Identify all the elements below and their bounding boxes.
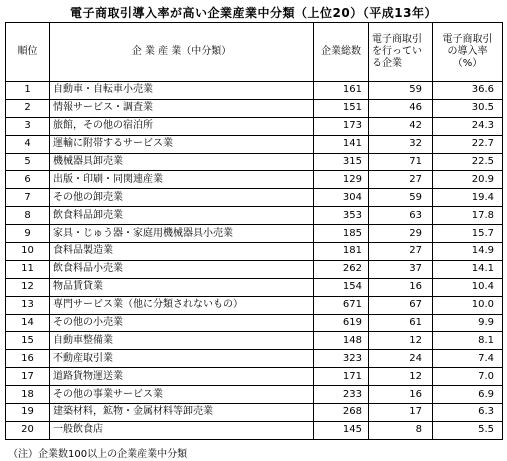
table-title: 電子商取引導入率が高い企業産業中分類（上位20）（平成13年） [70,6,437,20]
total-cell: 323 [314,350,369,368]
rank-cell: 7 [6,189,50,207]
rank-cell: 3 [6,117,50,135]
rate-cell: 20.9 [433,171,503,189]
rate-cell: 14.1 [433,260,503,278]
table-row [6,135,503,153]
industry-cell: 飲食料品小売業 [50,260,314,278]
rate-cell: 10.0 [433,296,503,314]
industry-cell: 出版・印刷・同関連産業 [50,171,314,189]
industry-cell: 食料品製造業 [50,243,314,261]
header-ec-line3: る企業 [372,58,402,69]
rate-cell: 6.3 [433,404,503,422]
ec-companies-cell: 61 [369,314,433,332]
table-row [6,278,503,296]
ec-companies-cell: 42 [369,117,433,135]
table-row [6,153,503,171]
ec-companies-cell: 29 [369,225,433,243]
header-ec-rate [433,23,503,82]
rate-cell: 8.1 [433,332,503,350]
industry-cell: 情報サービス・調査業 [50,99,314,117]
rate-cell: 7.0 [433,368,503,386]
rate-cell: 9.9 [433,314,503,332]
industry-cell: 飲食料品卸売業 [50,207,314,225]
table-row [6,368,503,386]
header-total: 企業総数 [314,23,369,82]
header-rate-line3: （%） [452,58,483,69]
table-row [6,314,503,332]
industry-cell: 家具・じゅう器・家庭用機械器具小売業 [50,225,314,243]
table-row [6,243,503,261]
rate-cell: 5.5 [433,421,503,439]
ec-companies-cell: 59 [369,82,433,100]
industry-cell: 建築材料，鉱物・金属材料等卸売業 [50,404,314,422]
ec-companies-cell: 12 [369,368,433,386]
rate-cell: 10.4 [433,278,503,296]
rank-cell: 2 [6,99,50,117]
table-row [6,260,503,278]
ec-companies-cell: 16 [369,278,433,296]
industry-cell: 一般飲食店 [50,421,314,439]
industry-cell: 道路貨物運送業 [50,368,314,386]
total-cell: 148 [314,332,369,350]
rank-cell: 14 [6,314,50,332]
ec-companies-cell: 24 [369,350,433,368]
total-cell: 315 [314,153,369,171]
total-cell: 181 [314,243,369,261]
industry-cell: 旅館，その他の宿泊所 [50,117,314,135]
rate-cell: 22.7 [433,135,503,153]
table-row [6,117,503,135]
total-cell: 233 [314,386,369,404]
total-cell: 154 [314,278,369,296]
rank-cell: 15 [6,332,50,350]
total-cell: 671 [314,296,369,314]
total-cell: 268 [314,404,369,422]
total-cell: 173 [314,117,369,135]
ec-companies-cell: 32 [369,135,433,153]
industry-cell: 物品賃貸業 [50,278,314,296]
total-cell: 145 [314,421,369,439]
header-row [6,23,503,82]
total-cell: 151 [314,99,369,117]
table-row [6,225,503,243]
rank-cell: 4 [6,135,50,153]
rank-cell: 1 [6,82,50,100]
table-row [6,332,503,350]
industry-cell: 不動産取引業 [50,350,314,368]
header-ec-line2: を行ってい [372,46,422,57]
industry-cell: その他の小売業 [50,314,314,332]
rate-cell: 15.7 [433,225,503,243]
ranking-table [5,22,503,440]
rate-cell: 36.6 [433,82,503,100]
table-row [6,421,503,439]
total-cell: 129 [314,171,369,189]
header-rate-line2: の導入率 [447,46,488,57]
table-row [6,296,503,314]
ec-companies-cell: 63 [369,207,433,225]
rate-cell: 7.4 [433,350,503,368]
rate-cell: 19.4 [433,189,503,207]
rate-cell: 24.3 [433,117,503,135]
ec-companies-cell: 37 [369,260,433,278]
ec-companies-cell: 27 [369,243,433,261]
rank-cell: 6 [6,171,50,189]
table-row [6,207,503,225]
total-cell: 171 [314,368,369,386]
industry-cell: 自動車・自転車小売業 [50,82,314,100]
ec-companies-cell: 67 [369,296,433,314]
header-rank: 順位 [6,23,50,82]
table-row [6,82,503,100]
rank-cell: 17 [6,368,50,386]
rank-cell: 19 [6,404,50,422]
total-cell: 141 [314,135,369,153]
industry-cell: 機械器具卸売業 [50,153,314,171]
rank-cell: 10 [6,243,50,261]
total-cell: 353 [314,207,369,225]
rate-cell: 30.5 [433,99,503,117]
rate-cell: 22.5 [433,153,503,171]
total-cell: 304 [314,189,369,207]
ec-companies-cell: 27 [369,171,433,189]
rank-cell: 20 [6,421,50,439]
industry-cell: その他の事業サービス業 [50,386,314,404]
rank-cell: 12 [6,278,50,296]
ec-companies-cell: 8 [369,421,433,439]
industry-cell: 自動車整備業 [50,332,314,350]
header-ec-line1: 電子商取引 [372,34,422,45]
ec-companies-cell: 16 [369,386,433,404]
header-industry: 企 業 産 業（中分類） [50,23,314,82]
ec-companies-cell: 17 [369,404,433,422]
rank-cell: 16 [6,350,50,368]
footnote: （注）企業数100以上の企業産業中分類 [8,449,188,460]
rank-cell: 18 [6,386,50,404]
rate-cell: 17.8 [433,207,503,225]
rank-cell: 8 [6,207,50,225]
rank-cell: 9 [6,225,50,243]
rank-cell: 5 [6,153,50,171]
header-ec-companies [369,23,433,82]
table-row [6,350,503,368]
rank-cell: 13 [6,296,50,314]
total-cell: 262 [314,260,369,278]
industry-cell: 運輸に附帯するサービス業 [50,135,314,153]
total-cell: 161 [314,82,369,100]
rank-cell: 11 [6,260,50,278]
total-cell: 185 [314,225,369,243]
table-row [6,404,503,422]
total-cell: 619 [314,314,369,332]
industry-cell: その他の卸売業 [50,189,314,207]
table-row [6,189,503,207]
table-row [6,99,503,117]
header-rate-line1: 電子商取引 [442,34,493,45]
ec-companies-cell: 59 [369,189,433,207]
table-row [6,386,503,404]
ec-companies-cell: 12 [369,332,433,350]
table-body [6,82,503,440]
ec-companies-cell: 71 [369,153,433,171]
table-row [6,171,503,189]
rate-cell: 6.9 [433,386,503,404]
industry-cell: 専門サービス業（他に分類されないもの） [50,296,314,314]
ec-companies-cell: 46 [369,99,433,117]
rate-cell: 14.9 [433,243,503,261]
